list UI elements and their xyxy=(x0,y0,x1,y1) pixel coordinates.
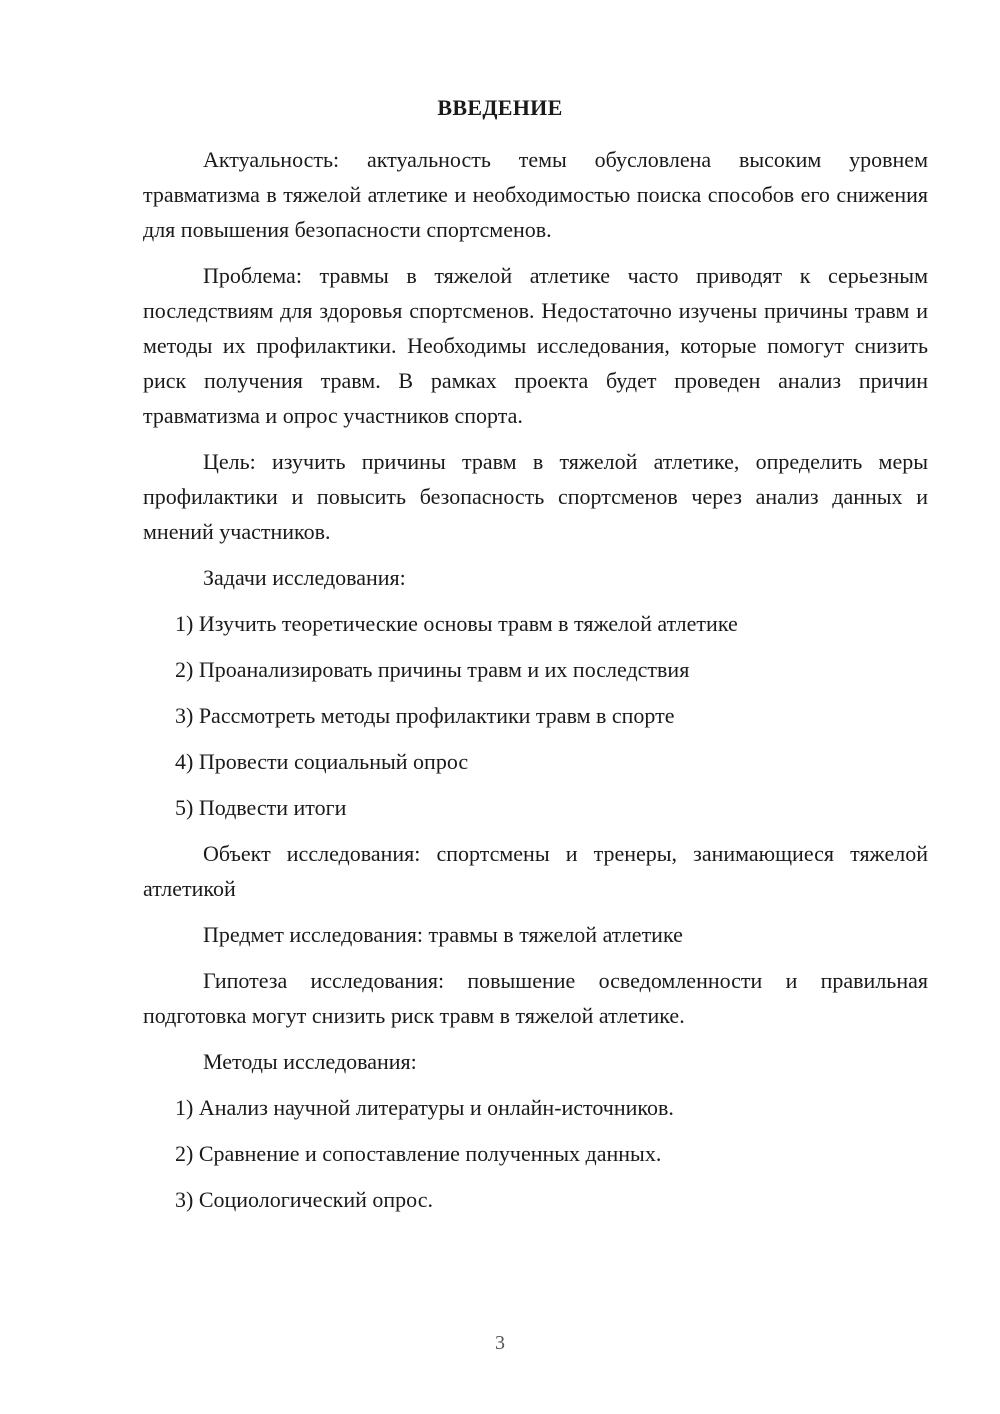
method-item: 3) Социологический опрос. xyxy=(175,1187,433,1212)
task-item: 4) Провести социальный опрос xyxy=(175,749,469,774)
task-item: 5) Подвести итоги xyxy=(175,795,347,820)
method-item: 1) Анализ научной литературы и онлайн-источников. xyxy=(175,1095,674,1120)
task-item: 3) Рассмотреть методы профилактики травм в спорте xyxy=(175,703,675,728)
goal-paragraph: Цель: изучить причины травм в тяжелой атлетике, определить меры профилактики и повысить безопасность спортсменов через анализ данных и мнений участников. xyxy=(143,449,928,544)
task-item: 1) Изучить теоретические основы травм в тяжелой атлетике xyxy=(175,611,738,636)
hypothesis-paragraph: Гипотеза исследования: повышение осведомленности и правильная подготовка могут снизить риск травм в тяжелой атлетике. xyxy=(143,968,928,1028)
section-title: ВВЕДЕНИЕ xyxy=(437,95,563,120)
problem-paragraph: Проблема: травмы в тяжелой атлетике часто приводят к серьезным последствиям для здоровья спортсменов. Недостаточно изучены причины травм и методы их профилактики. Необходимы исследования, которые помогут снизить риск получения травм. В рамках проекта будет проведен анализ причин травматизма и опрос участников спорта. xyxy=(143,263,928,428)
tasks-heading: Задачи исследования: xyxy=(203,565,406,590)
object-paragraph: Объект исследования: спортсмены и тренеры, занимающиеся тяжелой атлетикой xyxy=(143,841,928,901)
relevance-paragraph: Актуальность: актуальность темы обусловлена высоким уровнем травматизма в тяжелой атлетике и необходимостью поиска способов его снижения для повышения безопасности спортсменов. xyxy=(143,147,928,242)
methods-heading: Методы исследования: xyxy=(203,1049,417,1074)
section-body xyxy=(143,142,928,1228)
page-number: 3 xyxy=(495,1332,505,1354)
task-item: 2) Проанализировать причины травм и их последствия xyxy=(175,657,690,682)
method-item: 2) Сравнение и сопоставление полученных данных. xyxy=(175,1141,662,1166)
subject-paragraph: Предмет исследования: травмы в тяжелой атлетике xyxy=(203,922,683,947)
